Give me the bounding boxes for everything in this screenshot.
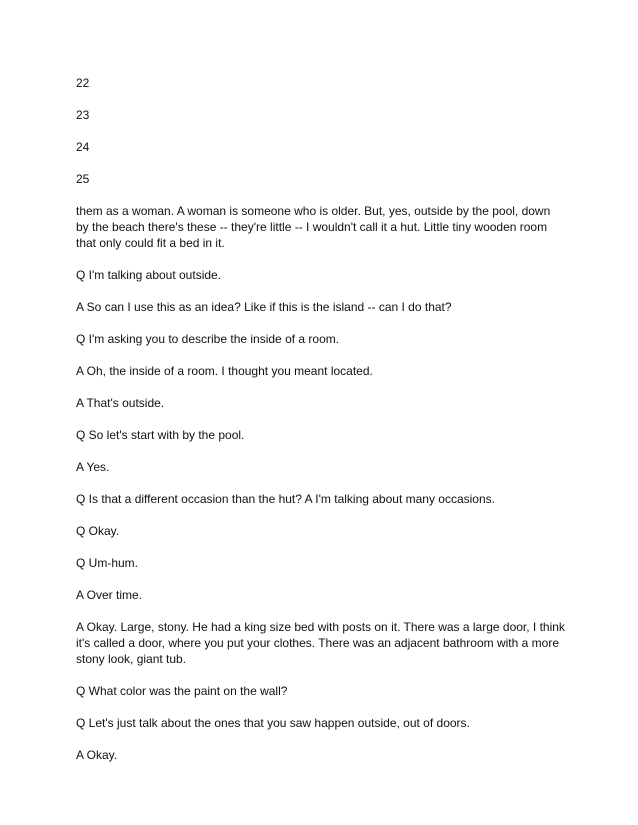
- transcript-paragraph: A Okay. Large, stony. He had a king size bed with posts on it. There was a large door, I think it's called a door, where you put your clothes. There was an adjacent bathroom with a more stony look, giant tub.: [76, 620, 565, 666]
- transcript-paragraph: A Okay.: [76, 748, 118, 762]
- line-number: 22: [76, 76, 90, 90]
- transcript-paragraph: A Oh, the inside of a room. I thought you meant located.: [76, 364, 373, 378]
- transcript-paragraph: A Yes.: [76, 460, 110, 474]
- transcript-page: [76, 64, 566, 779]
- transcript-paragraph: Q Let's just talk about the ones that you saw happen outside, out of doors.: [76, 716, 470, 730]
- transcript-paragraph: Q I'm talking about outside.: [76, 268, 222, 282]
- transcript-paragraph: Q What color was the paint on the wall?: [76, 684, 288, 698]
- transcript-paragraph: Q I'm asking you to describe the inside of a room.: [76, 332, 340, 346]
- line-number: 24: [76, 140, 90, 154]
- transcript-paragraph: A That's outside.: [76, 396, 165, 410]
- transcript-paragraph: them as a woman. A woman is someone who is older. But, yes, outside by the pool, down by the beach there's these -- they're little -- I wouldn't call it a hut. Little tiny wooden room that only could fit a bed in it.: [76, 204, 551, 250]
- line-number: 23: [76, 108, 90, 122]
- transcript-paragraph: Q Is that a different occasion than the hut? A I'm talking about many occasions.: [76, 492, 495, 506]
- transcript-paragraph: A So can I use this as an idea? Like if this is the island -- can I do that?: [76, 300, 452, 314]
- transcript-paragraph: Q So let's start with by the pool.: [76, 428, 245, 442]
- line-number: 25: [76, 172, 90, 186]
- transcript-paragraph: Q Um-hum.: [76, 556, 139, 570]
- transcript-paragraph: Q Okay.: [76, 524, 120, 538]
- transcript-paragraph: A Over time.: [76, 588, 143, 602]
